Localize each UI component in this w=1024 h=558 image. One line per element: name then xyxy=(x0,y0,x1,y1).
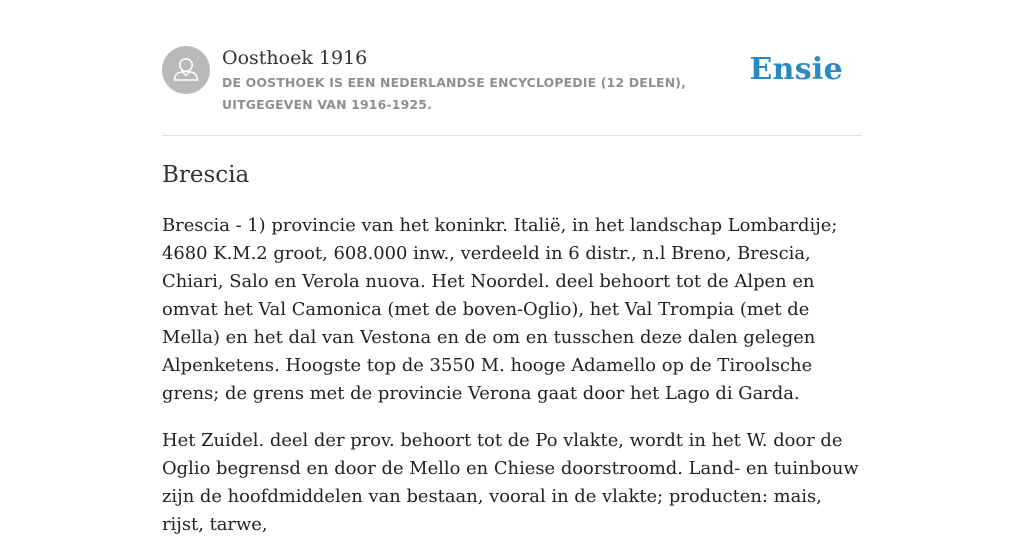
source-name-link[interactable]: Oosthoek 1916 xyxy=(222,47,368,69)
entry-title: Brescia xyxy=(162,162,250,188)
ensie-logo-link[interactable]: Ensie xyxy=(749,52,843,87)
header-divider xyxy=(162,135,862,136)
entry-paragraph: Het Zuidel. deel der prov. behoort tot de Po vlakte, wordt in het W. door de Oglio begrensd en door de Mello en Chiese doorstroomd. Land- en tuinbouw zijn de hoofdmiddelen van bestaan, vooral in de vlakte; producten: mais, rijst, tarwe, xyxy=(162,430,859,535)
entry-paragraph: Brescia - 1) provincie van het koninkr. Italië, in het landschap Lombardije; 4680 K.M.2 groot, 608.000 inw., verdeeld in 6 distr., n.l Breno, Brescia, Chiari, Salo en Verola nuova. Het Noordel. deel behoort tot de Alpen en omvat het Val Camonica (met de boven-Oglio), het Val Trompia (met de Mella) en het dal van Vestona en de om en tusschen deze dalen gelegen Alpenketens. Hoogste top de 3550 M. hooge Adamello op de Tiroolsche grens; de grens met de provincie Verona gaat door het Lago di Garda. xyxy=(162,215,838,404)
entry-body xyxy=(162,212,862,558)
user-silhouette-icon xyxy=(162,46,210,94)
source-header xyxy=(162,46,862,116)
source-description: DE OOSTHOEK IS EEN NEDERLANDSE ENCYCLOPEDIE (12 DELEN), UITGEGEVEN VAN 1916-1925. xyxy=(222,75,687,112)
article-page xyxy=(162,0,862,535)
source-avatar[interactable] xyxy=(162,46,210,94)
